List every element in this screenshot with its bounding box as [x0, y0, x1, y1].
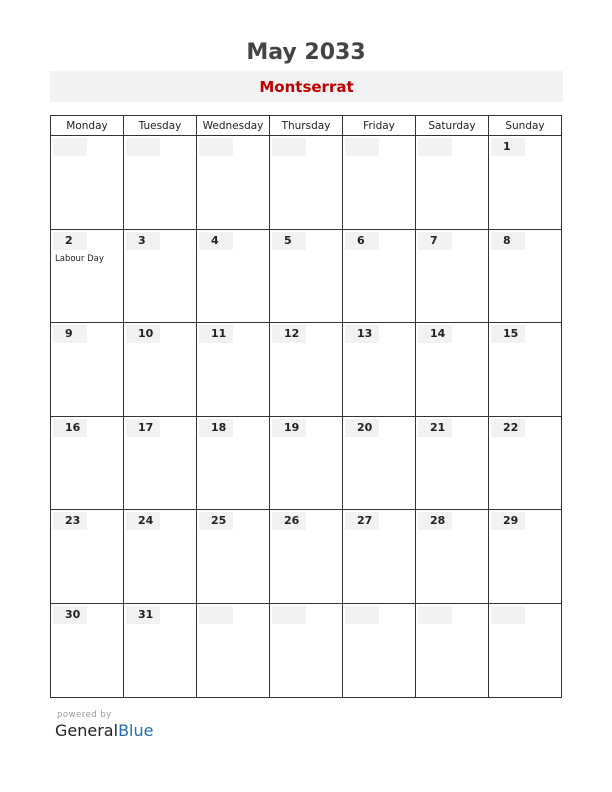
date-number: 30	[53, 606, 87, 624]
date-number: 17	[126, 419, 160, 437]
date-number: 15	[491, 325, 525, 343]
date-number: 28	[418, 512, 452, 530]
date-number: 14	[418, 325, 452, 343]
week-row	[51, 230, 561, 324]
date-number: 7	[418, 232, 452, 250]
day-cell	[51, 323, 124, 416]
day-cell	[270, 510, 343, 603]
weekday-thursday: Thursday	[270, 116, 343, 135]
date-number	[126, 138, 160, 156]
day-cell	[416, 323, 489, 416]
date-number: 19	[272, 419, 306, 437]
date-number	[345, 606, 379, 624]
day-cell	[343, 604, 416, 698]
date-number: 6	[345, 232, 379, 250]
day-cell	[197, 604, 270, 698]
date-number	[491, 606, 525, 624]
day-cell	[197, 230, 270, 323]
date-number: 12	[272, 325, 306, 343]
date-number: 3	[126, 232, 160, 250]
day-cell	[197, 323, 270, 416]
holiday-label: Labour Day	[55, 253, 104, 264]
week-row	[51, 510, 561, 604]
date-number: 4	[199, 232, 233, 250]
date-number: 21	[418, 419, 452, 437]
day-cell	[197, 417, 270, 510]
day-cell	[270, 136, 343, 229]
date-number: 8	[491, 232, 525, 250]
day-cell	[489, 510, 561, 603]
week-row	[51, 417, 561, 511]
day-cell	[343, 323, 416, 416]
calendar-title: May 2033	[246, 40, 366, 65]
day-cell	[489, 136, 561, 229]
day-cell	[270, 604, 343, 698]
brand-logo	[55, 721, 153, 740]
date-number: 5	[272, 232, 306, 250]
day-cell	[51, 417, 124, 510]
day-cell	[343, 136, 416, 229]
day-cell	[489, 604, 561, 698]
date-number: 1	[491, 138, 525, 156]
day-cell	[124, 230, 197, 323]
day-cell	[343, 230, 416, 323]
week-row	[51, 604, 561, 698]
day-cell	[197, 510, 270, 603]
date-number: 25	[199, 512, 233, 530]
date-number: 2	[53, 232, 87, 250]
day-cell	[51, 604, 124, 698]
day-cell	[416, 230, 489, 323]
day-cell	[51, 230, 124, 323]
day-cell	[124, 510, 197, 603]
brand-part-general: General	[55, 721, 119, 740]
calendar-grid	[50, 115, 562, 698]
date-number	[418, 138, 452, 156]
date-number: 20	[345, 419, 379, 437]
day-cell	[489, 230, 561, 323]
day-cell	[51, 136, 124, 229]
date-number	[199, 606, 233, 624]
day-cell	[124, 604, 197, 698]
date-number: 11	[199, 325, 233, 343]
day-cell	[270, 323, 343, 416]
day-cell	[51, 510, 124, 603]
weekday-monday: Monday	[51, 116, 124, 135]
date-number: 24	[126, 512, 160, 530]
country-banner	[50, 71, 563, 102]
date-number: 22	[491, 419, 525, 437]
date-number: 16	[53, 419, 87, 437]
date-number	[345, 138, 379, 156]
country-name: Montserrat	[259, 77, 354, 96]
week-row	[51, 136, 561, 230]
day-cell	[343, 510, 416, 603]
weekday-saturday: Saturday	[416, 116, 489, 135]
date-number: 23	[53, 512, 87, 530]
date-number	[53, 138, 87, 156]
date-number: 29	[491, 512, 525, 530]
date-number	[418, 606, 452, 624]
date-number: 26	[272, 512, 306, 530]
day-cell	[343, 417, 416, 510]
day-cell	[416, 604, 489, 698]
weekday-header-row	[51, 116, 561, 136]
day-cell	[124, 323, 197, 416]
weekday-sunday: Sunday	[505, 119, 545, 132]
day-cell	[489, 323, 561, 416]
powered-by-text: powered by	[57, 710, 112, 720]
date-number: 9	[53, 325, 87, 343]
weeks-container	[51, 136, 561, 697]
date-number: 31	[126, 606, 160, 624]
day-cell	[197, 136, 270, 229]
day-cell	[270, 417, 343, 510]
date-number: 10	[126, 325, 160, 343]
day-cell	[416, 510, 489, 603]
day-cell	[489, 417, 561, 510]
day-cell	[124, 136, 197, 229]
brand-part-blue: Blue	[118, 721, 154, 740]
date-number: 27	[345, 512, 379, 530]
weekday-friday: Friday	[343, 116, 416, 135]
date-number	[272, 606, 306, 624]
day-cell	[416, 136, 489, 229]
day-cell	[416, 417, 489, 510]
week-row	[51, 323, 561, 417]
weekday-tuesday: Tuesday	[124, 116, 197, 135]
weekday-wednesday: Wednesday	[197, 116, 270, 135]
day-cell	[270, 230, 343, 323]
date-number	[272, 138, 306, 156]
date-number: 18	[199, 419, 233, 437]
date-number	[199, 138, 233, 156]
day-cell	[124, 417, 197, 510]
date-number: 13	[345, 325, 379, 343]
